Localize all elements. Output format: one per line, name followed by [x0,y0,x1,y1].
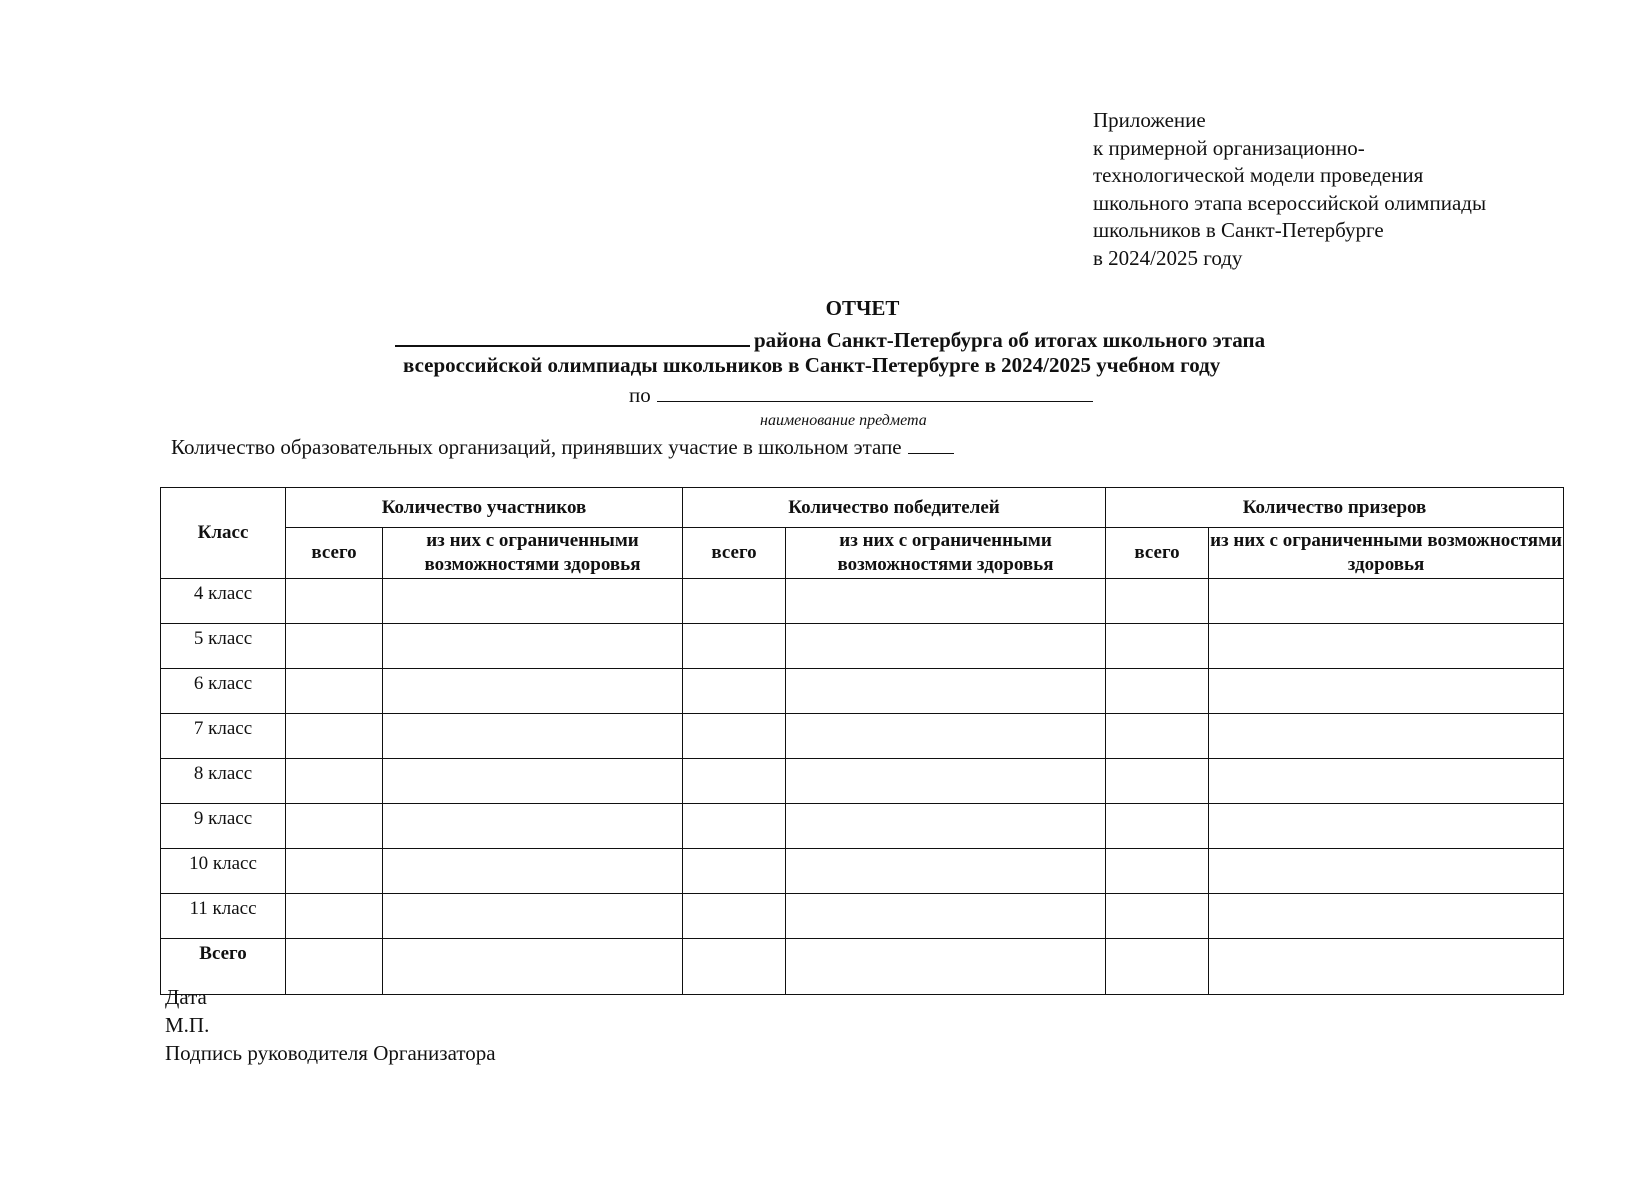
grade-label: 10 класс [161,849,286,894]
winners-header: Количество победителей [683,488,1106,528]
input-cell[interactable] [383,579,683,624]
grade-label: 6 класс [161,669,286,714]
prizewinners-total-header: всего [1106,528,1209,579]
prizewinners-header: Количество призеров [1106,488,1564,528]
input-cell[interactable] [1106,804,1209,849]
grade-label: 4 класс [161,579,286,624]
input-cell[interactable] [286,624,383,669]
input-cell[interactable] [786,624,1106,669]
grade-label: 8 класс [161,759,286,804]
input-cell[interactable] [683,894,786,939]
appendix-line: в 2024/2025 году [1093,245,1243,270]
input-cell[interactable] [383,804,683,849]
input-cell[interactable] [1209,939,1564,995]
input-cell[interactable] [1209,579,1564,624]
table-row [161,804,1564,849]
input-cell[interactable] [383,669,683,714]
input-cell[interactable] [1106,714,1209,759]
org-count-line [171,435,954,460]
table-row [161,669,1564,714]
input-cell[interactable] [683,939,786,995]
input-cell[interactable] [786,939,1106,995]
participants-ovz-header: из них с ограниченными возможностями здоровья [383,528,683,579]
input-cell[interactable] [1209,669,1564,714]
table-row [161,894,1564,939]
results-table [160,487,1564,995]
input-cell[interactable] [1209,804,1564,849]
po-label: по [629,383,651,407]
input-cell[interactable] [383,894,683,939]
input-cell[interactable] [786,759,1106,804]
district-blank[interactable] [395,325,750,347]
report-heading-line-3: всероссийской олимпиады школьников в Санкт-Петербурге в 2024/2025 учебном году [403,353,1221,377]
input-cell[interactable] [286,759,383,804]
appendix-line: школьного этапа всероссийской олимпиады [1093,190,1487,215]
input-cell[interactable] [683,624,786,669]
input-cell[interactable] [683,669,786,714]
table-row [161,849,1564,894]
input-cell[interactable] [1106,894,1209,939]
input-cell[interactable] [1106,939,1209,995]
input-cell[interactable] [1209,894,1564,939]
input-cell[interactable] [286,714,383,759]
subject-note: наименование предмета [760,412,927,429]
heading-line-2-text: района Санкт-Петербурга об итогах школьного этапа [754,328,1266,352]
input-cell[interactable] [286,669,383,714]
grade-label: 11 класс [161,894,286,939]
prizewinners-ovz-header: из них с ограниченными возможностями здоровья [1209,528,1564,579]
appendix-note [1093,107,1486,273]
input-cell[interactable] [1209,624,1564,669]
appendix-line: технологической модели проведения [1093,163,1424,188]
subject-blank[interactable] [657,383,1093,402]
input-cell[interactable] [683,714,786,759]
input-cell[interactable] [1209,849,1564,894]
winners-total-header: всего [683,528,786,579]
input-cell[interactable] [383,714,683,759]
input-cell[interactable] [683,759,786,804]
total-label: Всего [161,939,286,995]
input-cell[interactable] [1106,579,1209,624]
subject-line [629,383,1093,408]
input-cell[interactable] [683,804,786,849]
input-cell[interactable] [786,849,1106,894]
input-cell[interactable] [786,579,1106,624]
appendix-line: школьников в Санкт-Петербурге [1093,218,1384,243]
winners-ovz-header: из них с ограниченными возможностями здоровья [786,528,1106,579]
input-cell[interactable] [786,669,1106,714]
input-cell[interactable] [286,804,383,849]
signature-label: Подпись руководителя Организатора [165,1041,496,1065]
org-count-blank[interactable] [908,435,954,454]
input-cell[interactable] [1106,669,1209,714]
date-label: Дата [165,985,207,1009]
input-cell[interactable] [1106,759,1209,804]
input-cell[interactable] [786,714,1106,759]
participants-total-header: всего [286,528,383,579]
input-cell[interactable] [1209,714,1564,759]
input-cell[interactable] [1209,759,1564,804]
table-row [161,579,1564,624]
input-cell[interactable] [1106,624,1209,669]
appendix-line: Приложение [1093,108,1206,132]
input-cell[interactable] [1106,849,1209,894]
input-cell[interactable] [786,804,1106,849]
class-header: Класс [161,488,286,579]
signature-block [165,983,496,1067]
table-row [161,714,1564,759]
input-cell[interactable] [383,624,683,669]
input-cell[interactable] [383,849,683,894]
org-count-label: Количество образовательных организаций, принявших участие в школьном этапе [171,435,902,459]
report-title: ОТЧЕТ [825,296,900,320]
input-cell[interactable] [683,849,786,894]
input-cell[interactable] [683,579,786,624]
input-cell[interactable] [383,759,683,804]
input-cell[interactable] [286,849,383,894]
grade-label: 9 класс [161,804,286,849]
table-row [161,624,1564,669]
appendix-line: к примерной организационно- [1093,135,1365,160]
grade-label: 7 класс [161,714,286,759]
report-heading-line-2 [395,325,1265,353]
grade-label: 5 класс [161,624,286,669]
stamp-label: М.П. [165,1013,210,1037]
input-cell[interactable] [786,894,1106,939]
table-row [161,759,1564,804]
input-cell[interactable] [286,579,383,624]
input-cell[interactable] [286,894,383,939]
participants-header: Количество участников [286,488,683,528]
